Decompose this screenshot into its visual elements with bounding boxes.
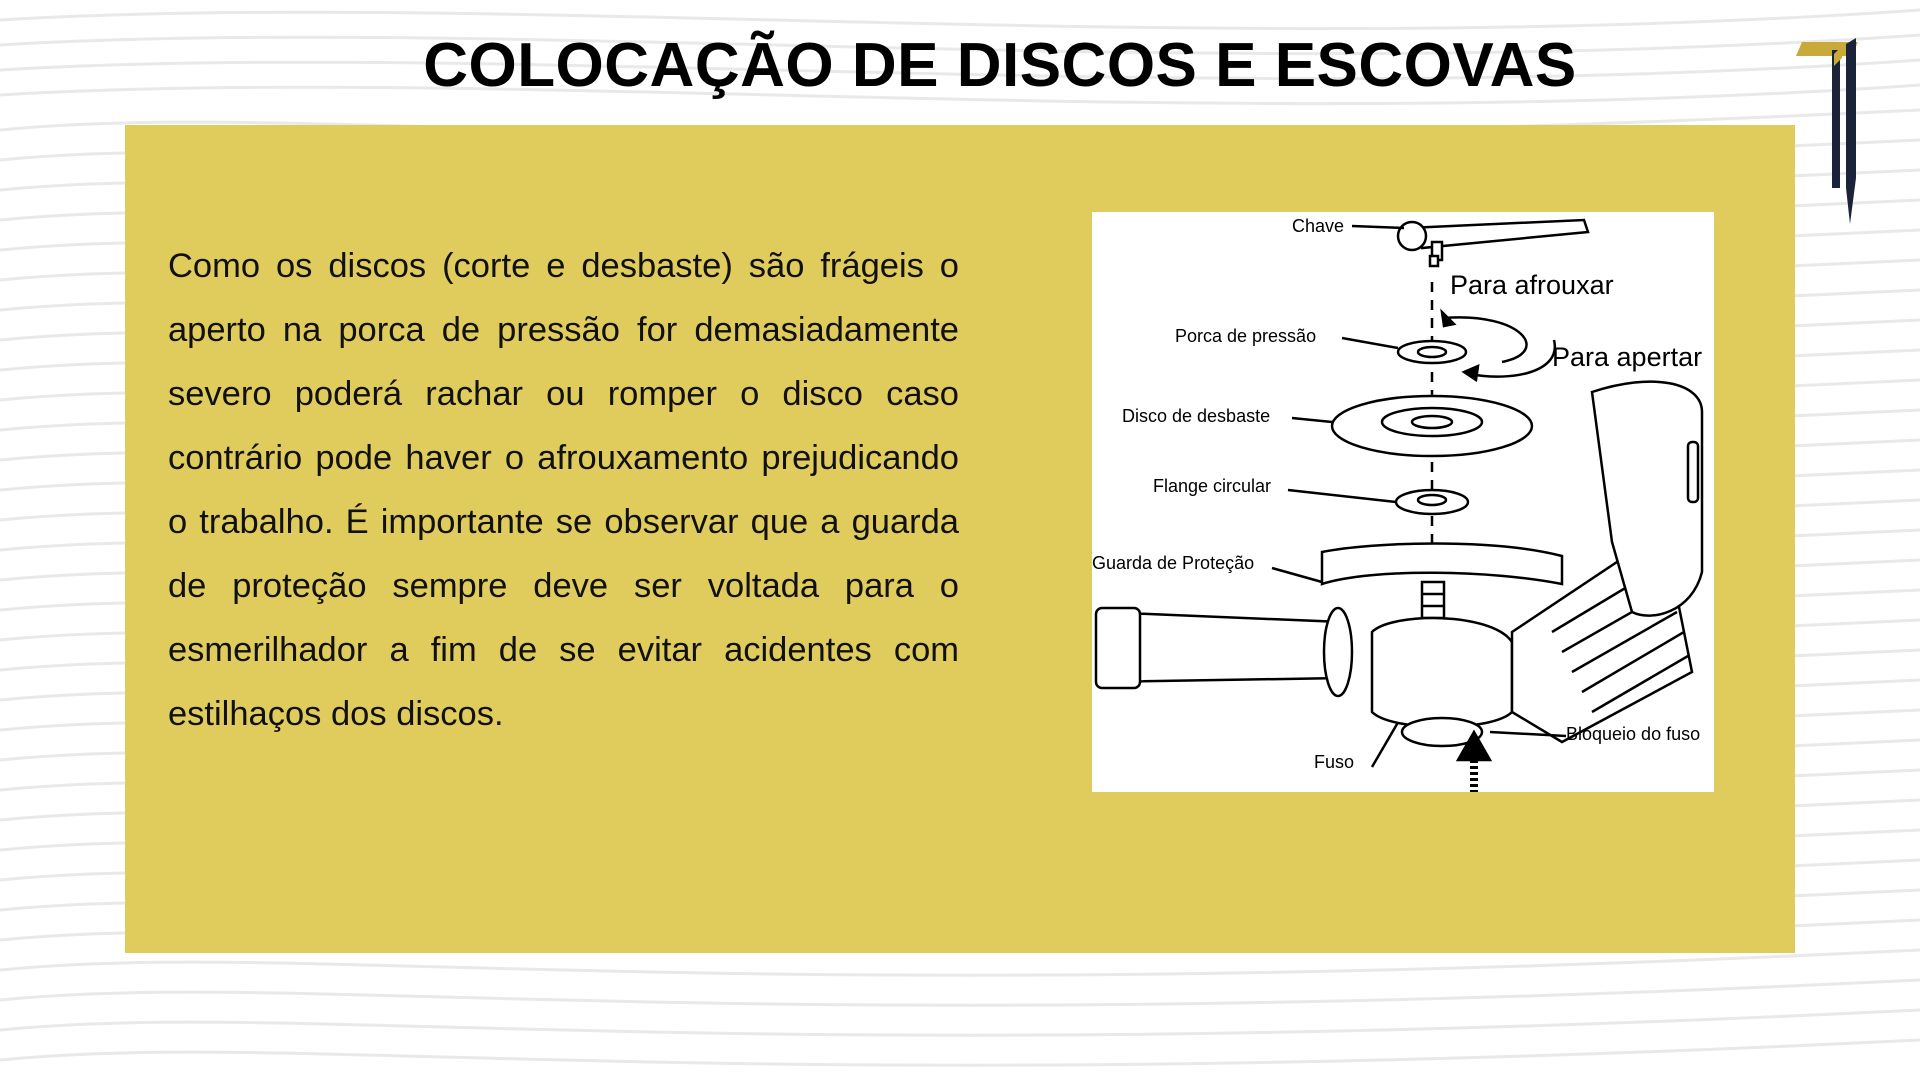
label-guarda-de-protecao: Guarda de Proteção bbox=[1092, 553, 1255, 573]
diagram-drawing bbox=[1092, 212, 1714, 792]
body-paragraph: Como os discos (corte e desbaste) são frágeis o aperto na porca de pressão for demasiadamente severo poderá rachar ou romper o disco caso contrário pode haver o afrouxamento prejudicando o trabalho. É importante se observar que a guarda de proteção sempre deve ser voltada para o esmerilhador a fim de se evitar acidentes com estilhaços dos discos. bbox=[168, 247, 959, 733]
brand-logo-icon bbox=[1796, 38, 1862, 226]
angle-grinder-diagram bbox=[1092, 212, 1714, 792]
label-para-apertar: Para apertar bbox=[1552, 342, 1703, 372]
label-para-afrouxar: Para afrouxar bbox=[1450, 270, 1614, 300]
label-chave: Chave bbox=[1292, 216, 1345, 236]
label-flange-circular: Flange circular bbox=[1153, 476, 1272, 496]
slide-title: COLOCAÇÃO DE DISCOS E ESCOVAS bbox=[423, 31, 1577, 100]
label-porca-de-pressao: Porca de pressão bbox=[1175, 326, 1317, 346]
label-bloqueio-do-fuso: Bloqueio do fuso bbox=[1566, 724, 1701, 744]
label-fuso: Fuso bbox=[1314, 752, 1355, 772]
label-disco-de-desbaste: Disco de desbaste bbox=[1122, 406, 1271, 426]
